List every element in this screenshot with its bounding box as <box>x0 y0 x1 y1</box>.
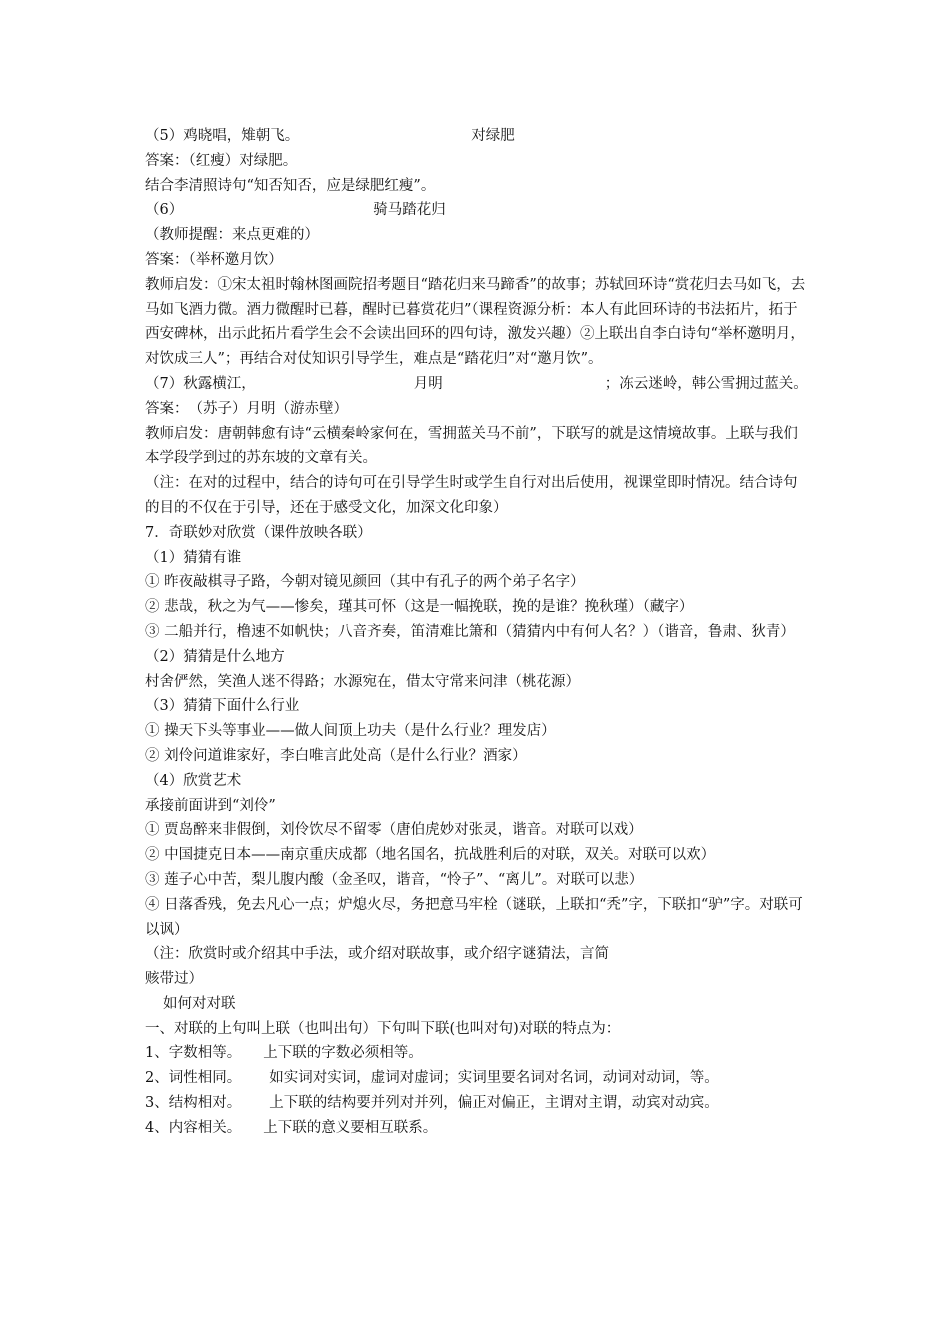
text-span: 4、内容相关。 <box>145 1119 242 1136</box>
text-line: ② 中国捷克日本——南京重庆成都（地名国名，抗战胜利后的对联，双关。对联可以欢） <box>145 847 716 864</box>
text-line: ② 刘伶问道谁家好，李白唯言此处高（是什么行业？酒家） <box>145 747 527 764</box>
text-span: ；冻云迷岭，韩公雪拥过蓝关。 <box>604 375 808 392</box>
text-line <box>145 1041 810 1066</box>
text-span: 对绿肥 <box>471 128 515 144</box>
section-heading: 如何对对联 <box>163 995 236 1012</box>
text-line: 赅带过） <box>145 971 203 988</box>
text-line <box>145 1091 810 1116</box>
text-paragraph: ③ 二船并行，橹速不如帆快；八音齐奏，笛清难比箫和（猜猜内中有何人名？）（谐音，鲁肃、狄青） <box>145 623 795 640</box>
text-paragraph: ④ 日落香残，免去凡心一点；炉熄火尽，务把意马牢栓（谜联，上联扣“秃”字，下联扣“驴”字。对联可以讽） <box>145 896 803 938</box>
text-line: ① 昨夜敲棋寻子路，今朝对镜见颜回（其中有孔子的两个弟子名字） <box>145 574 585 591</box>
text-line: 答案：（红瘦）对绿肥。 <box>145 152 298 169</box>
text-line: ② 悲哉，秋之为气——惨矣，瑾其可怀（这是一幅挽联，挽的是谁？挽秋瑾）（藏字） <box>145 599 694 616</box>
text-span: （5）鸡晓唱，雉朝飞。 <box>145 128 300 144</box>
text-line: ③ 莲子心中苦，梨儿腹内酸（金圣叹，谐音，“怜子”、“离儿”。对联可以悲） <box>145 871 644 888</box>
text-line: 一、对联的上句叫上联（也叫出句）下句叫下联(也叫对句)对联的特点为： <box>145 1020 621 1037</box>
text-span: 如实词对实词，虚词对虚词；实词里要名词对名词，动词对动词，等。 <box>269 1070 719 1087</box>
text-line <box>145 1066 810 1091</box>
text-line: （注：欣赏时或介绍其中手法，或介绍对联故事，或介绍字谜猜法，言简 <box>145 946 609 963</box>
text-span: 上下联的意义要相互联系。 <box>263 1119 438 1136</box>
text-line <box>145 198 810 223</box>
text-span: 上下联的结构要并列对并列，偏正对偏正，主谓对主谓，动宾对动宾。 <box>269 1095 719 1112</box>
text-line: （3）猜猜下面什么行业 <box>145 698 300 715</box>
text-line <box>145 124 810 149</box>
text-line: （1）猜猜有谁 <box>145 549 242 566</box>
document-body <box>145 124 810 1141</box>
text-line: （2）猜猜是什么地方 <box>145 648 285 665</box>
text-span: 上下联的字数必须相等。 <box>263 1045 423 1062</box>
section-heading: 7．奇联妙对欣赏（课件放映各联） <box>145 524 372 541</box>
text-span: （6） <box>145 202 184 219</box>
text-span: 骑马踏花归 <box>373 202 446 219</box>
text-span: 1、字数相等。 <box>145 1045 242 1062</box>
text-span: （7）秋露横江， <box>145 375 256 392</box>
text-paragraph: （注：在对的过程中，结合的诗句可在引导学生时或学生自行对出后使用，视课堂即时情况。结合诗句的目的不仅在于引导，还在于感受文化，加深文化印象） <box>145 475 798 516</box>
text-line: 答案： （苏子）月明（游赤壁） <box>145 400 348 417</box>
text-line: ① 贾岛醉来非假倒，刘伶饮尽不留零（唐伯虎妙对张灵，谐音。对联可以戏） <box>145 822 643 839</box>
text-line: （4）欣赏艺术 <box>145 772 242 789</box>
text-paragraph: 教师启发：①宋太祖时翰林图画院招考题目“踏花归来马蹄香”的故事；苏轼回环诗“赏花归去马如飞，去马如飞酒力微。酒力微醒时已暮，醒时已暮赏花归”（课程资源分析：本人有此回环诗的书法拓片，拓于西安碑林，出示此拓片看学生会不会读出回环的四句诗，激发兴趣）②上联出自李白诗句“举杯邀明月，对饮成三人”；再结合对仗知识引导学生，难点是“踏花归”对“邀月饮”。 <box>145 276 806 368</box>
text-line <box>145 372 810 397</box>
text-span: 月明 <box>413 375 443 392</box>
text-line: 承接前面讲到“刘伶” <box>145 797 276 814</box>
text-line: 结合李清照诗句“知否知否，应是绿肥红瘦”。 <box>145 177 436 194</box>
text-span: 2、词性相同。 <box>145 1070 242 1087</box>
text-line: （教师提醒：来点更难的） <box>145 227 319 244</box>
text-line <box>145 1116 810 1141</box>
text-line: 答案：（举杯邀月饮） <box>145 251 283 268</box>
text-paragraph: 教师启发：唐朝韩愈有诗“云横秦岭家何在，雪拥蓝关马不前”，下联写的就是这情境故事。上联与我们本学段学到过的苏东坡的文章有关。 <box>145 425 798 467</box>
text-line: ① 操天下头等事业——做人间顶上功夫（是什么行业？理发店） <box>145 723 556 740</box>
text-line: 村舍俨然，笑渔人迷不得路；水源宛在，借太守常来问津（桃花源） <box>145 673 580 690</box>
text-span: 3、结构相对。 <box>145 1095 242 1112</box>
